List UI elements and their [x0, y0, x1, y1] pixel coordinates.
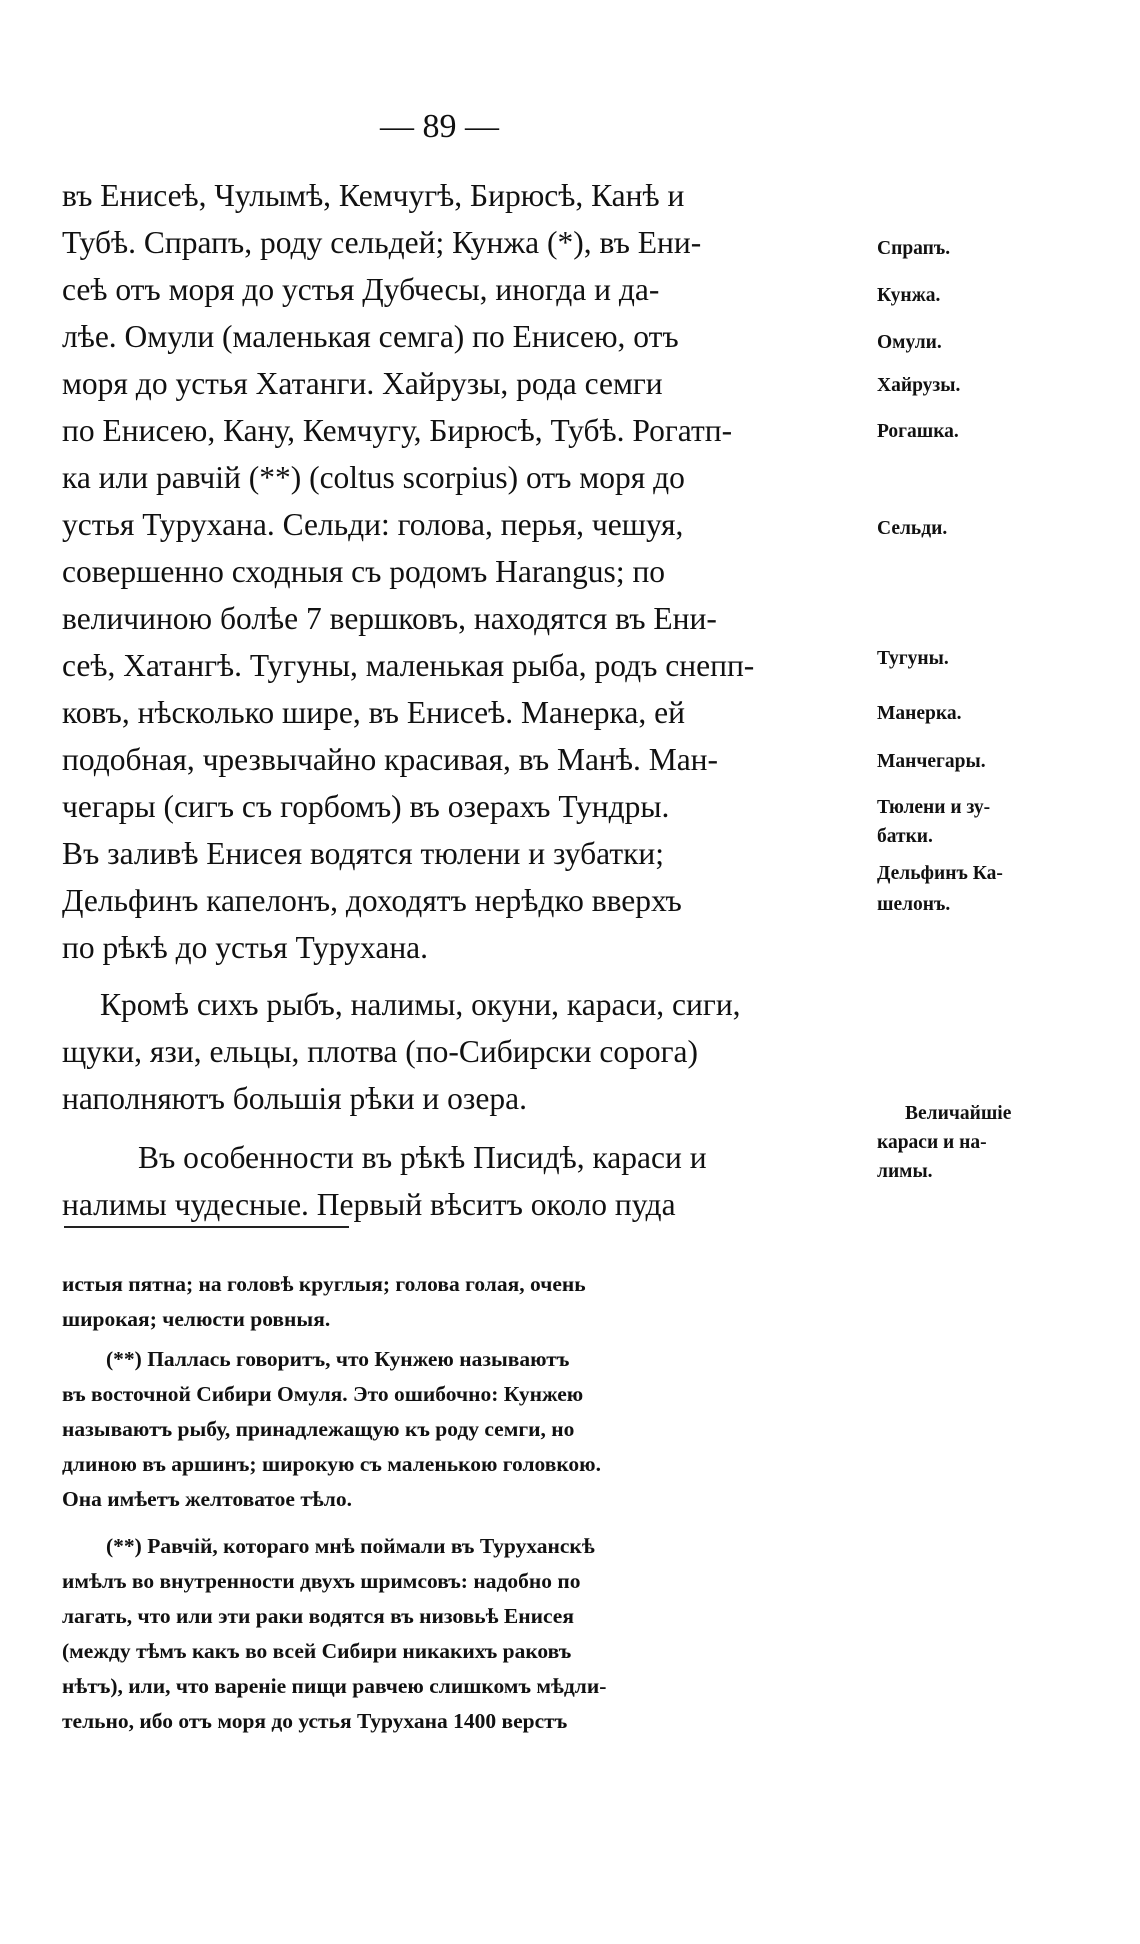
body-line: Тубѣ. Спрапъ, роду сельдей; Кунжа (*), въ Ени- — [62, 225, 702, 260]
body-line: налимы чудесные. Первый вѣситъ около пуда — [62, 1187, 676, 1222]
margin-note: Спрапъ. — [877, 238, 951, 259]
footnote-line: (**) Паллась говоритъ, что Кунжею называютъ — [106, 1347, 570, 1371]
margin-note: Кунжа. — [877, 285, 941, 306]
body-line: наполняютъ большія рѣки и озера. — [62, 1081, 527, 1116]
margin-note: батки. — [877, 826, 933, 847]
margin-note: Омули. — [877, 332, 942, 353]
body-line: устья Туруханa. Сельди: голова, перья, чешуя, — [62, 507, 684, 542]
margin-note: Рогашка. — [877, 421, 959, 442]
margin-note: Дельфинъ Ка- — [877, 863, 1003, 884]
margin-note: Хайрузы. — [877, 375, 961, 396]
footnote-line: (между тѣмъ какъ во всей Сибири никакихъ раковъ — [62, 1639, 572, 1663]
footnote-line: широкая; челюсти ровныя. — [62, 1307, 331, 1331]
margin-note: Величайшіе — [905, 1103, 1012, 1124]
footnote-line: называютъ рыбу, принадлежащую къ роду семги, но — [62, 1417, 575, 1441]
body-line: сеѣ, Хатангѣ. Тугуны, маленькая рыба, родъ снепп- — [62, 648, 755, 683]
body-line: ковъ, нѣсколько шире, въ Енисеѣ. Манерка, ей — [62, 695, 685, 730]
body-line: подобная, чрезвычайно красивая, въ Манѣ. Ман- — [62, 742, 719, 777]
body-line: Въ особенности въ рѣкѣ Писидѣ, караси и — [138, 1140, 707, 1175]
body-line: по Енисею, Кану, Кемчугу, Бирюсѣ, Тубѣ. Рогатп- — [62, 413, 733, 448]
body-line: Въ заливѣ Енисея водятся тюлени и зубатки; — [62, 836, 665, 871]
margin-note: Манчегары. — [877, 751, 986, 772]
body-line: Кромѣ сихъ рыбъ, налимы, окуни, караси, сиги, — [100, 987, 741, 1022]
footnote-line: (**) Равчій, котораго мнѣ поймали въ Туруханскѣ — [106, 1534, 595, 1558]
footnote-line: лагать, что или эти раки водятся въ низовьѣ Енисея — [62, 1604, 574, 1628]
body-line: моря до устья Хатанги. Хайрузы, рода семги — [62, 366, 663, 401]
body-line: щуки, язи, ельцы, плотва (по-Сибирски сорога) — [62, 1034, 699, 1069]
footnote-line: въ восточной Сибири Омуля. Это ошибочно: Кунжею — [62, 1382, 584, 1406]
body-line: чегары (сигъ съ горбомъ) въ озерахъ Тундры. — [62, 789, 670, 824]
margin-note: шелонъ. — [877, 894, 951, 915]
margin-note: Манерка. — [877, 703, 962, 724]
margin-note: Тугуны. — [877, 648, 949, 669]
footnote-line: длиною въ аршинъ; широкую съ маленькою головкою. — [62, 1452, 601, 1476]
footnote-rule — [64, 1226, 349, 1228]
body-line: совершенно сходныя съ родомъ Harangus; по — [62, 554, 666, 589]
footnote-line: имѣлъ во внутренности двухъ шримсовъ: надобно по — [62, 1569, 581, 1593]
margin-note: Тюлени и зу- — [877, 797, 991, 818]
body-line: въ Енисеѣ, Чулымѣ, Кемчугѣ, Бирюсѣ, Канѣ и — [62, 178, 685, 213]
footnote-line: истыя пятна; на головѣ круглыя; голова голая, очень — [62, 1272, 586, 1296]
footnote-line: тельно, ибо отъ моря до устья Туруханa 1400 верстъ — [62, 1709, 568, 1733]
body-line: ка или равчій (**) (coltus scorpius) отъ моря до — [62, 460, 685, 495]
body-line: по рѣкѣ до устья Туруханa. — [62, 930, 429, 965]
body-line: величиною болѣе 7 вершковъ, находятся въ Ени- — [62, 601, 717, 636]
body-line: сеѣ отъ моря до устья Дубчесы, иногда и да- — [62, 272, 660, 307]
page-number: — 89 — — [380, 108, 499, 145]
footnote-line: нѣтъ), или, что вареніе пищи равчею слишкомъ мѣдли- — [62, 1674, 607, 1698]
body-line: лѣе. Омули (маленькая семга) по Енисею, отъ — [62, 319, 679, 354]
margin-note: лимы. — [877, 1161, 933, 1182]
footnote-line: Она имѣетъ желтоватое тѣло. — [62, 1487, 352, 1511]
margin-note: Сельди. — [877, 518, 948, 539]
body-line: Дельфинъ капелонъ, доходятъ нерѣдко вверхъ — [62, 883, 682, 918]
margin-note: караси и на- — [877, 1132, 987, 1153]
